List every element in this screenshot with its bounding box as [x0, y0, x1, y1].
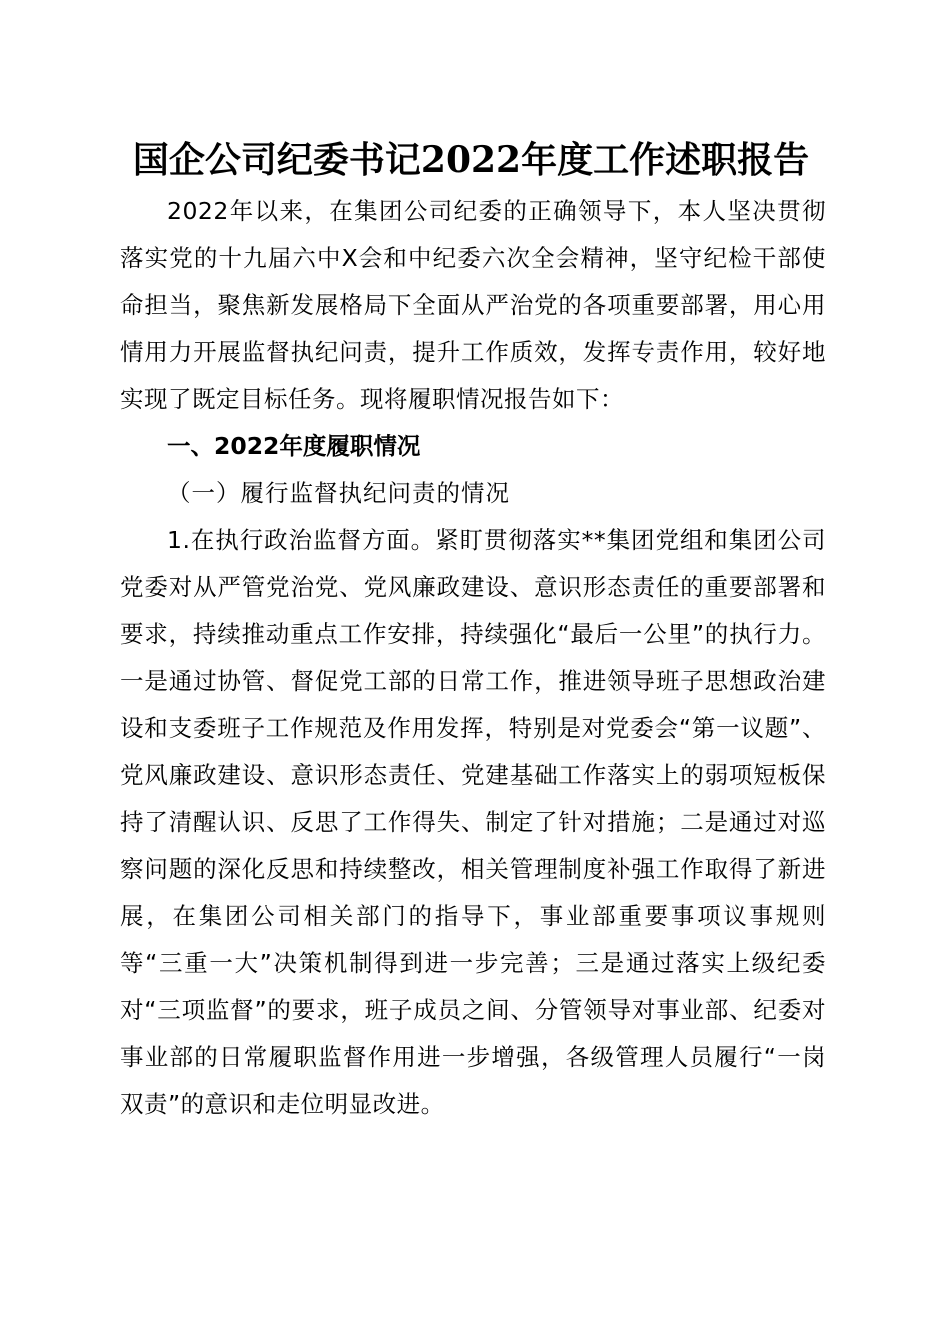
subsection-heading-1: （一）履行监督执纪问责的情况 [167, 479, 510, 507]
intro-paragraph: 2022年以来，在集团公司纪委的正确领导下，本人坚决贯彻落实党的十九届六中X会和中纪委六次全会精神，坚守纪检干部使命担当，聚焦新发展格局下全面从严治党的各项重要部署，用心用情用力开展监督执纪问责，提升工作质效，发挥专责作用，较好地实现了既定目标任务。现将履职情况报告如下： [120, 197, 826, 413]
document-page [120, 132, 826, 1128]
document-title: 国企公司纪委书记2022年度工作述职报告 [132, 139, 810, 181]
body-paragraph-1: 1.在执行政治监督方面。紧盯贯彻落实**集团党组和集团公司党委对从严管党治党、党风廉政建设、意识形态责任的重要部署和要求，持续推动重点工作安排，持续强化“最后一公里”的执行力。一是通过协管、督促党工部的日常工作，推进领导班子思想政治建设和支委班子工作规范及作用发挥，特别是对党委会“第一议题”、党风廉政建设、意识形态责任、党建基础工作落实上的弱项短板保持了清醒认识、反思了工作得失、制定了针对措施；二是通过对巡察问题的深化反思和持续整改，相关管理制度补强工作取得了新进展，在集团公司相关部门的指导下，事业部重要事项议事规则等“三重一大”决策机制得到进一步完善；三是通过落实上级纪委对“三项监督”的要求，班子成员之间、分管领导对事业部、纪委对事业部的日常履职监督作用进一步增强，各级管理人员履行“一岗双责”的意识和走位明显改进。 [120, 526, 826, 1118]
section-heading-1: 一、2022年度履职情况 [167, 432, 421, 460]
